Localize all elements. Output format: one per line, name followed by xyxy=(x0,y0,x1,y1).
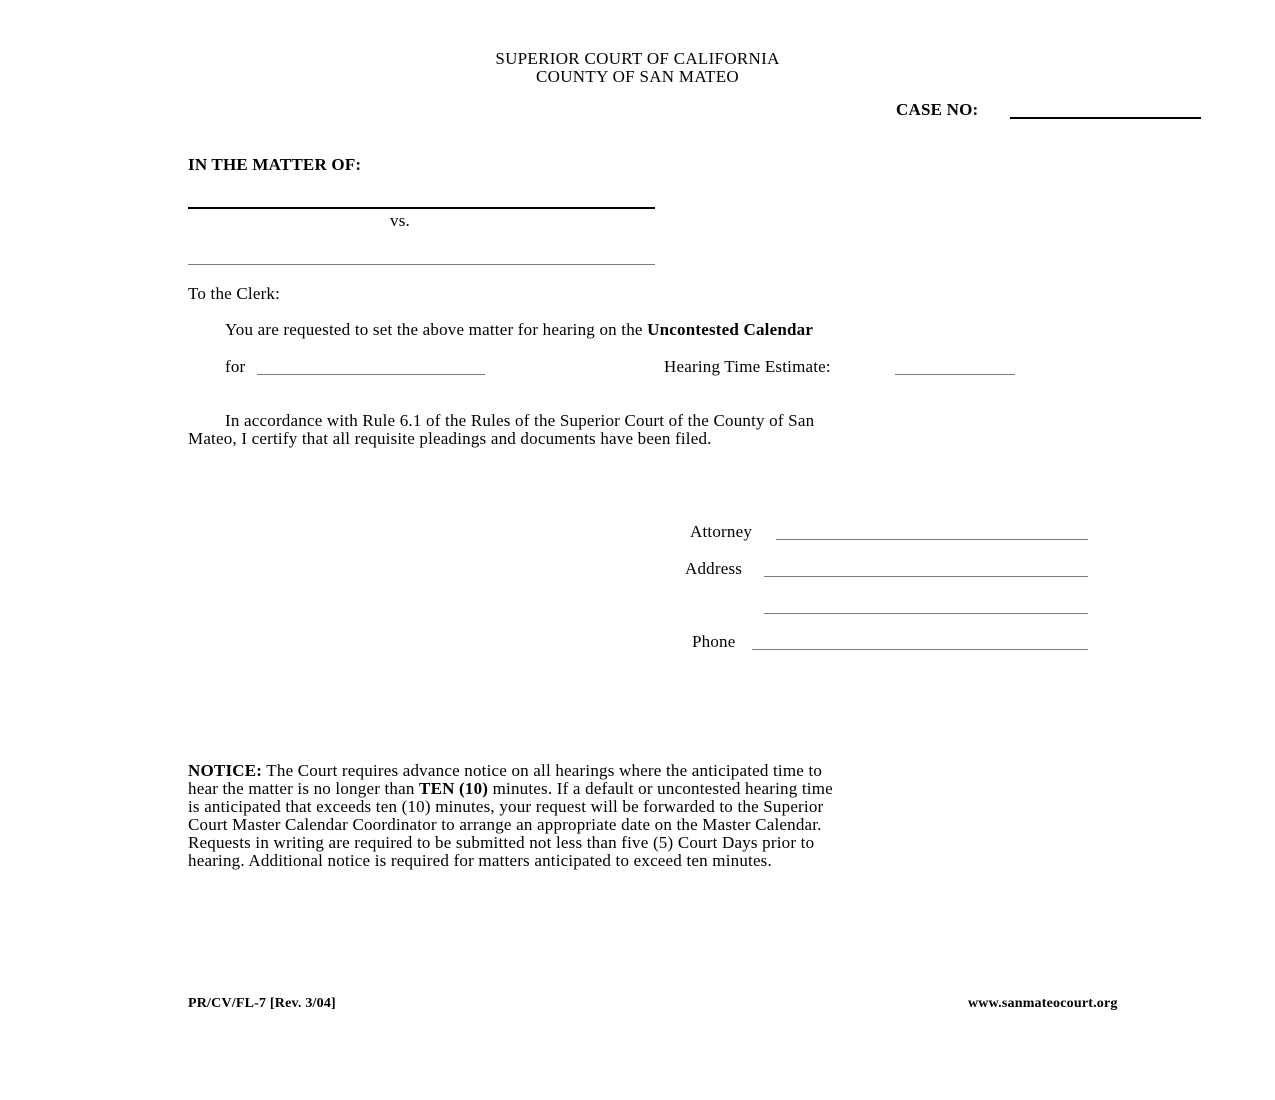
request-text: You are requested to set the above matter for hearing on the Uncontested Calendar xyxy=(225,320,814,339)
for-label: for xyxy=(225,357,246,376)
court-website: www.sanmateocourt.org xyxy=(968,996,1118,1011)
case-no-label: CASE NO: xyxy=(896,100,979,119)
phone-label: Phone xyxy=(692,632,736,651)
court-name: SUPERIOR COURT OF CALIFORNIA xyxy=(495,49,780,68)
address-label: Address xyxy=(685,559,743,578)
attorney-field[interactable] xyxy=(776,539,1088,540)
county-name: COUNTY OF SAN MATEO xyxy=(536,67,739,86)
phone-field[interactable] xyxy=(752,649,1088,650)
address-field-2[interactable] xyxy=(764,613,1088,614)
party-two-field[interactable] xyxy=(188,264,655,265)
notice: NOTICE: The Court requires advance notice on all hearings where the anticipated time to hear the matter is no longer than TEN (10) minutes. If a default or uncontested hearing time is anticipated that exceeds ten (10) minutes, your request will be forwarded to the Superior Court Master Calendar Coordinator to arrange an appropriate date on the Master Calendar. Requests in writing are required to be submitted not less than five (5) Court Days prior to hearing. Additional notice is required for matters anticipated to exceed ten minutes. xyxy=(188,761,833,870)
party-one-field[interactable] xyxy=(188,207,655,209)
case-no-field[interactable] xyxy=(1010,117,1201,119)
hearing-estimate-label: Hearing Time Estimate: xyxy=(664,357,831,376)
hearing-date-field[interactable] xyxy=(257,374,485,375)
notice-label: NOTICE: xyxy=(188,761,263,780)
attorney-label: Attorney xyxy=(690,522,753,541)
address-field-1[interactable] xyxy=(764,576,1088,577)
uncontested-calendar: Uncontested Calendar xyxy=(647,320,814,339)
vs-label: vs. xyxy=(390,211,410,230)
matter-label: IN THE MATTER OF: xyxy=(188,155,362,174)
to-clerk: To the Clerk: xyxy=(188,284,281,303)
form-id: PR/CV/FL-7 [Rev. 3/04] xyxy=(188,996,336,1011)
certification: In accordance with Rule 6.1 of the Rules of the Superior Court of the County of San Mateo, I certify that all requisite pleadings and documents have been filed. xyxy=(188,411,815,448)
hearing-estimate-field[interactable] xyxy=(895,374,1015,375)
